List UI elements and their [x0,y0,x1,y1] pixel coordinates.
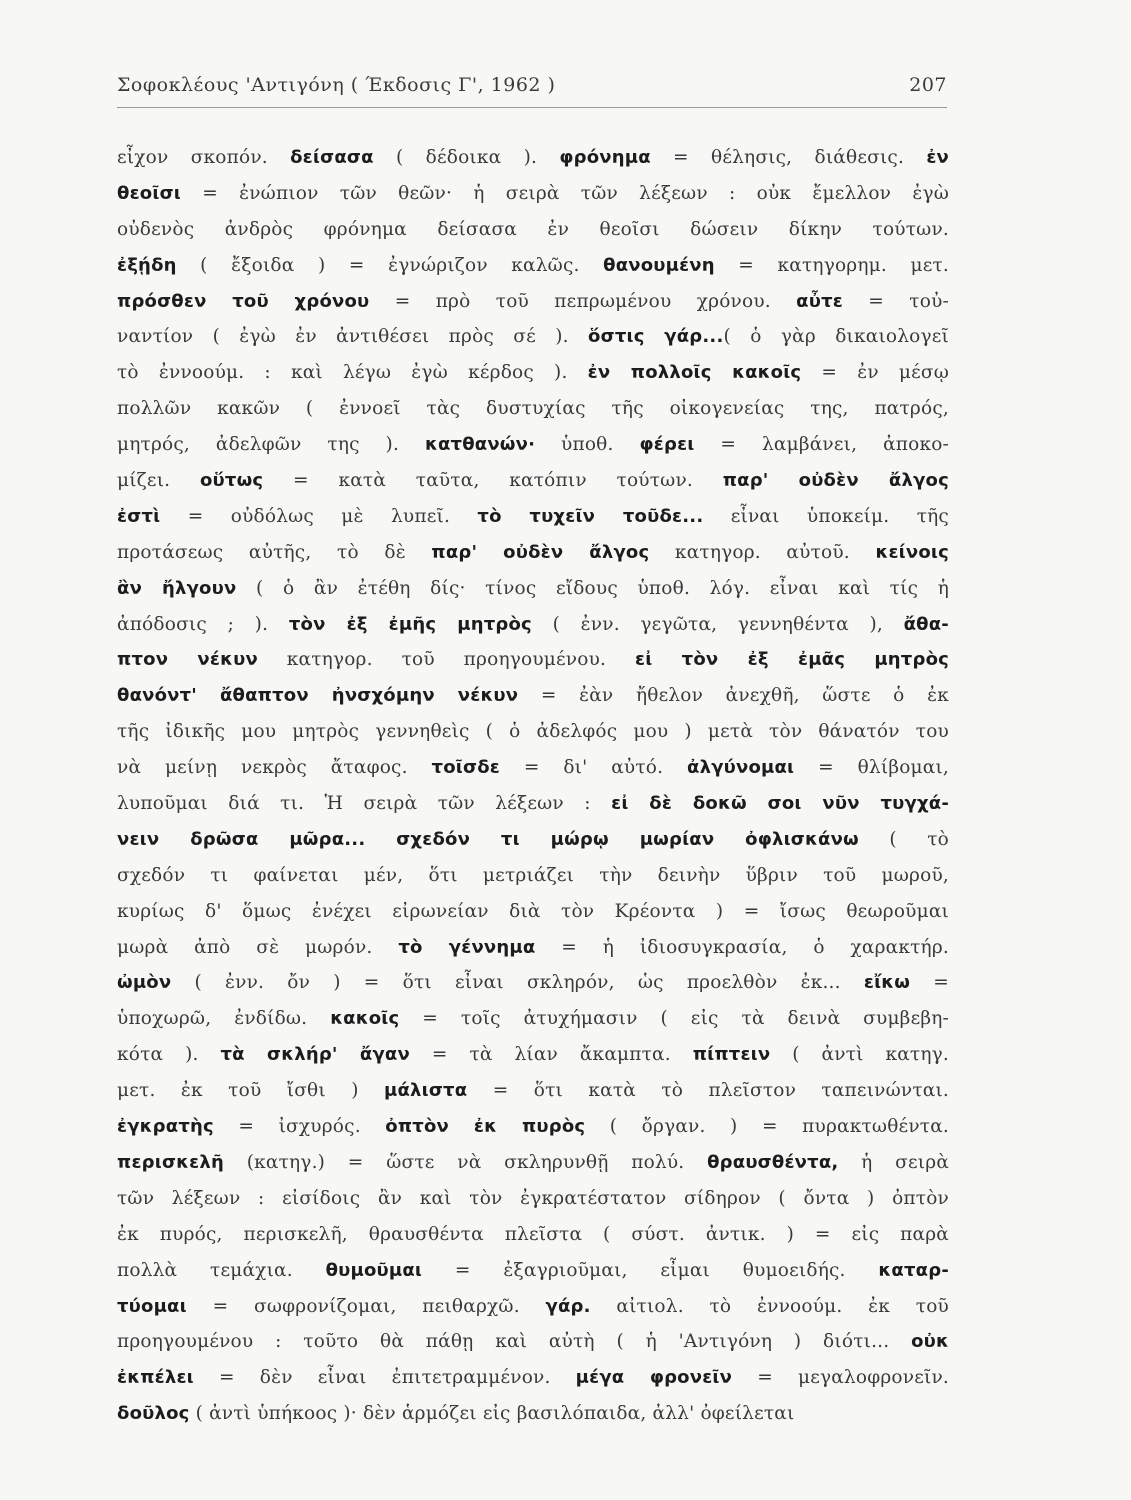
gloss-text: τῶν λέξεων : εἰσίδοις ἂν καὶ τὸν ἐγκρατέστατον σίδηρον ( ὄντα ) ὀπτὸν [117,1187,949,1209]
gloss-text: = ἐν μέσῳ [801,362,949,384]
lemma-term: ἐγκρατὴς [117,1116,214,1138]
header-title: Σοφοκλέους 'Αντιγόνη ( Έκδοσις Γ', 1962 ) [117,74,556,96]
lemma-term: δοῦλος [117,1403,190,1425]
gloss-text: κατηγορ. τοῦ προηγουμένου. [257,649,635,671]
header-rule [117,107,947,108]
lemma-term: εἴκω [863,972,911,994]
gloss-text: = δι' αὐτό. [500,757,688,779]
gloss-text: = λαμβάνει, ἀποκο- [694,434,949,456]
gloss-text: = σωφρονίζομαι, πειθαρχῶ. [186,1295,546,1317]
lemma-term: ἐν [926,147,949,168]
text-line [117,1109,949,1145]
gloss-text: = θέλησις, διάθεσις. [650,147,927,168]
text-line [117,822,949,858]
gloss-text: ὑποχωρῶ, ἐνδίδω. [117,1008,331,1030]
lemma-term: θανουμένη [603,254,715,276]
gloss-text: ναντίον ( ἐγὼ ἐν ἀντιθέσει πρὸς σέ ). [117,326,589,348]
gloss-text: = [910,972,949,994]
gloss-text: = ἡ ἰδιοσυγκρασία, ὁ χαρακτήρ. [535,936,949,958]
gloss-text: = κατηγορημ. μετ. [714,254,949,276]
gloss-text: (κατηγ.) = ὥστε νὰ σκληρυνθῇ πολύ. [224,1151,708,1173]
lemma-term: ὅστις γάρ... [588,326,724,348]
lemma-term: δείσασα [290,147,374,168]
gloss-text: μητρός, ἀδελφῶν της ). [117,434,425,456]
text-line [117,642,949,678]
gloss-text: λυποῦμαι διά τι. Ἡ σειρὰ τῶν λέξεων : [117,793,612,815]
lemma-term: κακοῖς [330,1008,400,1030]
text-line [117,894,949,930]
gloss-text: = θλίβομαι, [794,757,949,779]
lemma-term: παρ' οὐδὲν ἄλγος [431,541,650,563]
gloss-text: = ἐνώπιον τῶν θεῶν· ἡ σειρὰ τῶν λέξεων : οὐκ ἔμελλον ἐγὼ [181,182,949,204]
gloss-text: = οὐδόλως μὲ λυπεῖ. [160,505,478,527]
lemma-term: καταρ- [878,1259,949,1281]
page-number: 207 [909,74,947,96]
lemma-term: περισκελῆ [117,1151,224,1173]
gloss-text: = πρὸ τοῦ πεπρωμένου χρόνου. [369,290,797,312]
lemma-term: πίπτειν [692,1044,771,1066]
text-line [117,355,949,391]
text-line [117,535,949,571]
lemma-term: γάρ. [545,1295,591,1317]
lemma-term: νειν δρῶσα μῶρα... σχεδόν τι μώρῳ μωρίαν ὀφλισκάνω [117,828,859,850]
lemma-term: φρόνημα [559,147,651,168]
lemma-term: κείνοις [875,541,949,563]
gloss-text: αἰτιολ. τὸ ἐννοούμ. ἐκ τοῦ [590,1295,949,1317]
gloss-text: νὰ μείνῃ νεκρὸς ἄταφος. [117,757,432,779]
gloss-text: κατηγορ. αὐτοῦ. [649,541,876,563]
lemma-term: φέρει [639,434,695,456]
lemma-term: ἐν πολλοῖς κακοῖς [587,362,802,384]
lemma-term: εἰ τὸν ἐξ ἐμᾶς μητρὸς [634,649,949,671]
text-line [117,1181,949,1217]
text-line [117,140,949,176]
gloss-text: = ὅτι κατὰ τὸ πλεῖστον ταπεινώνται. [467,1080,949,1102]
text-line [117,965,949,1001]
gloss-text: ὑποθ. [535,434,640,456]
text-line [117,248,949,284]
lemma-term: μέγα φρονεῖν [575,1367,733,1389]
gloss-text: = ἐὰν ἤθελον ἀνεχθῆ, ὥστε ὁ ἐκ [518,685,949,707]
gloss-text: ( ἐνν. ὄν ) = ὅτι εἶναι σκληρόν, ὡς προελθὸν ἐκ... [171,972,864,994]
lemma-term: ἐξῄδη [117,254,177,276]
text-line [117,1360,949,1396]
text-line [117,1396,949,1432]
lemma-term: τὰ σκλήρ' ἄγαν [220,1044,410,1066]
text-line [117,284,949,320]
text-line [117,1145,949,1181]
gloss-text: εἶναι ὑποκείμ. τῆς [703,505,949,527]
text-line [117,858,949,894]
lemma-term: ὠμὸν [117,972,172,994]
gloss-text: τῆς ἰδικῆς μου μητρὸς γεννηθεὶς ( ὁ ἀδελφός μου ) μετὰ τὸν θάνατόν του [117,721,949,743]
text-line [117,750,949,786]
lemma-term: εἰ δὲ δοκῶ σοι νῦν τυγχά- [611,793,949,815]
gloss-text: = μεγαλοφρονεῖν. [732,1367,949,1389]
lemma-term: τοῖσδε [431,757,500,779]
gloss-text: ἐκ πυρός, περισκελῆ, θραυσθέντα πλεῖστα ( σύστ. ἀντικ. ) = εἰς παρὰ [117,1223,949,1245]
lemma-term: πτον νέκυν [117,649,258,671]
lemma-term: κατθανών· [424,434,536,456]
lemma-term: θραυσθέντα, [707,1151,839,1173]
commentary-text [117,140,949,1432]
text-line [117,1001,949,1037]
text-line [117,427,949,463]
gloss-text: ἡ σειρὰ [838,1151,949,1173]
gloss-text: ( ἔξοιδα ) = ἐγνώριζον καλῶς. [176,254,604,276]
gloss-text: τὸ ἐννοούμ. : καὶ λέγω ἐγὼ κέρδος ). [117,362,588,384]
gloss-text: ( τὸ [858,828,949,850]
gloss-text: μωρὰ ἀπὸ σὲ μωρόν. [117,936,399,958]
text-line [117,391,949,427]
gloss-text: μετ. ἐκ τοῦ ἴσθι ) [117,1080,385,1102]
lemma-term: οὕτως [199,470,264,492]
gloss-text: προηγουμένου : τοῦτο θὰ πάθῃ καὶ αὐτὴ ( ἡ 'Αντιγόνη ) διότι... [117,1331,912,1353]
gloss-text: κυρίως δ' ὅμως ἐνέχει εἰρωνείαν διὰ τὸν Κρέοντα ) = ἴσως θεωροῦμαι [117,900,949,922]
text-line [117,714,949,750]
lemma-term: πρόσθεν τοῦ χρόνου [117,290,370,312]
lemma-term: τὸν ἐξ ἐμῆς μητρὸς [288,613,532,635]
lemma-term: τὸ γέννημα [398,936,536,958]
text-line [117,463,949,499]
lemma-term: ἐκπέλει [117,1367,194,1389]
gloss-text: κότα ). [117,1044,221,1066]
gloss-text: προτάσεως αὐτῆς, τὸ δὲ [117,541,432,563]
lemma-term: ἀλγύνομαι [687,757,795,779]
lemma-term: ἄθα- [903,613,949,635]
gloss-text: ( ὁ ἂν ἐτέθη δίς· τίνος εἴδους ὑποθ. λόγ. εἶναι καὶ τίς ἡ [236,577,949,599]
text-line [117,1253,949,1289]
text-line [117,607,949,643]
lemma-term: ἐστὶ [117,505,161,527]
lemma-term: τύομαι [117,1295,187,1317]
text-line [117,1217,949,1253]
text-line [117,1037,949,1073]
gloss-text: εἶχον σκοπόν. [117,147,291,168]
lemma-term: μάλιστα [384,1080,468,1102]
lemma-term: παρ' οὐδὲν ἄλγος [722,470,949,492]
gloss-text: = τοὐ- [843,290,949,312]
gloss-text: = ἐξαγριοῦμαι, εἶμαι θυμοειδής. [422,1259,879,1281]
text-line [117,1073,949,1109]
lemma-term: ἂν ἤλγουν [117,577,237,599]
gloss-text: πολλὰ τεμάχια. [117,1259,326,1281]
gloss-text: = κατὰ ταῦτα, κατόπιν τούτων. [263,470,723,492]
gloss-text: πολλῶν κακῶν ( ἐννοεῖ τὰς δυστυχίας τῆς οἰκογενείας της, πατρός, [117,398,949,420]
gloss-text: μίζει. [117,470,200,492]
running-header [117,72,947,106]
gloss-text: ( ἐνν. γεγῶτα, γεννηθέντα ), [531,613,904,635]
text-line [117,1324,949,1360]
text-line [117,1289,949,1325]
text-line [117,571,949,607]
text-line [117,930,949,966]
lemma-term: θεοῖσι [117,182,181,204]
lemma-term: θυμοῦμαι [325,1259,423,1281]
gloss-text: ἀπόδοσις ; ). [117,613,289,635]
gloss-text: ( ἀντὶ ὑπήκοος )· δὲν ἁρμόζει εἰς βασιλόπαιδα, ἀλλ' ὀφείλεται [189,1403,795,1425]
text-line [117,678,949,714]
lemma-term: αὖτε [796,290,843,312]
gloss-text: ( ὁ γὰρ δικαιολογεῖ [723,326,949,348]
text-line [117,786,949,822]
gloss-text: ( ὄργαν. ) = πυρακτωθέντα. [585,1116,949,1138]
gloss-text: = ἰσχυρός. [213,1116,386,1138]
gloss-text: = δὲν εἶναι ἐπιτετραμμένον. [193,1367,576,1389]
gloss-text: σχεδόν τι φαίνεται μέν, ὅτι μετριάζει τὴν δεινὴν ὕβριν τοῦ μωροῦ, [117,864,949,886]
lemma-term: θανόντ' ἄθαπτον ἠνσχόμην νέκυν [117,685,519,707]
gloss-text: οὐδενὸς ἀνδρὸς φρόνημα δείσασα ἐν θεοῖσι δώσειν δίκην τούτων. [117,218,949,240]
gloss-text: ( δέδοικα ). [373,147,560,168]
lemma-term: ὀπτὸν ἐκ πυρὸς [385,1116,586,1138]
lemma-term: τὸ τυχεῖν τοῦδε... [477,505,704,527]
text-line [117,319,949,355]
text-line [117,499,949,535]
text-line [117,176,949,212]
gloss-text: = τοῖς ἀτυχήμασιν ( εἰς τὰ δεινὰ συμβεβη- [399,1008,949,1030]
gloss-text: = τὰ λίαν ἄκαμπτα. [409,1044,693,1066]
gloss-text: ( ἀντὶ κατηγ. [770,1044,949,1066]
text-line [117,212,949,248]
lemma-term: οὐκ [911,1331,949,1353]
